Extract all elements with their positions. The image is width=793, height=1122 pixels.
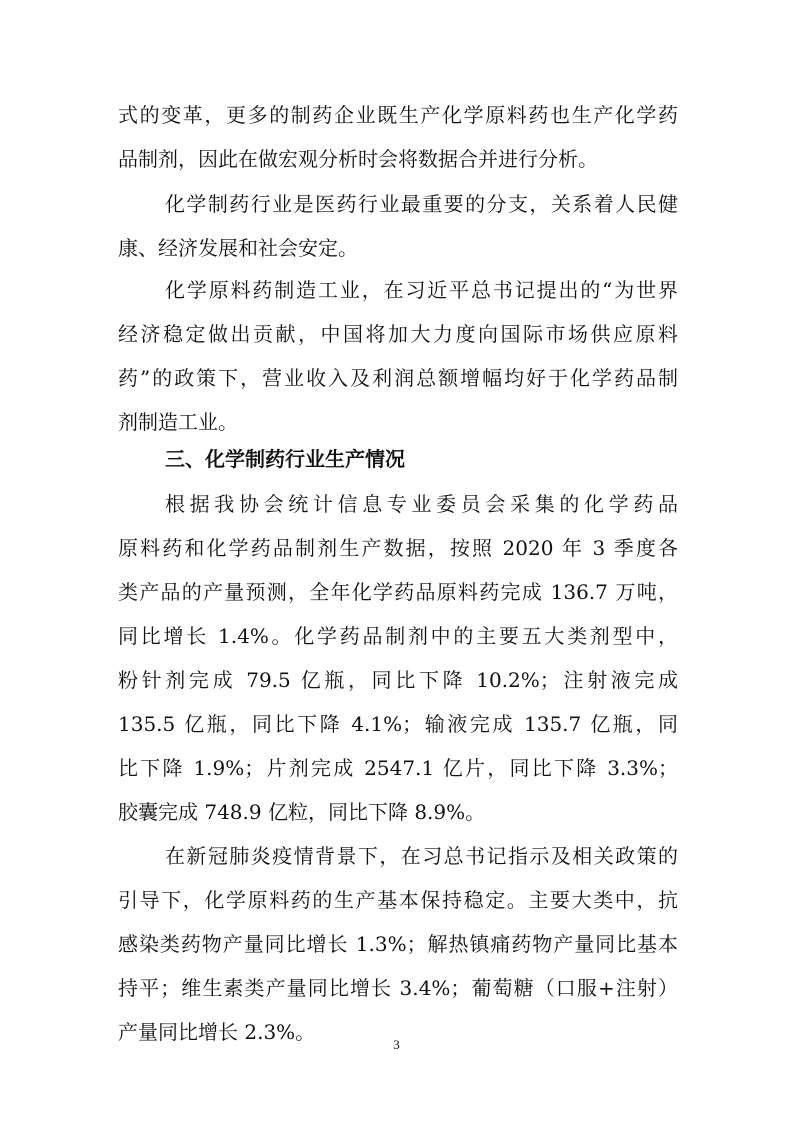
text-line: 比下降 1.9%；片剂完成 2547.1 亿片，同比下降 3.3%；: [118, 756, 678, 780]
text-line: 感染类药物产量同比增长 1.3%；解热镇痛药物产量同比基本: [118, 932, 678, 956]
text-line: 胶囊完成 748.9 亿粒，同比下降 8.9%。: [118, 800, 486, 824]
text-line: 产量同比增长 2.3%。: [118, 1020, 316, 1044]
text-line: 经济稳定做出贡献，中国将加大力度向国际市场供应原料: [118, 322, 678, 346]
text-line: 化学原料药制造工业，在习近平总书记提出的“为世界: [165, 278, 678, 302]
text-line: 在新冠肺炎疫情背景下，在习总书记指示及相关政策的: [165, 844, 678, 868]
text-line: 同比增长 1.4%。化学药品制剂中的主要五大类剂型中，: [118, 624, 678, 648]
page-number: 3: [393, 1037, 400, 1052]
text-line: 式的变革，更多的制药企业既生产化学原料药也生产化学药: [118, 103, 678, 127]
text-line: 引导下，化学原料药的生产基本保持稳定。主要大类中，抗: [118, 888, 678, 912]
text-line: 药”的政策下，营业收入及利润总额增幅均好于化学药品制: [118, 366, 678, 390]
text-line: 化学制药行业是医药行业最重要的分支，关系着人民健: [165, 192, 678, 216]
text-line: 康、经济发展和社会安定。: [118, 236, 358, 260]
text-line: 135.5 亿瓶，同比下降 4.1%；输液完成 135.7 亿瓶，同: [118, 712, 678, 736]
text-line: 根据我协会统计信息专业委员会采集的化学药品: [165, 492, 678, 516]
text-line: 粉针剂完成 79.5 亿瓶，同比下降 10.2%；注射液完成: [118, 668, 678, 692]
text-line: 剂制造工业。: [118, 410, 238, 434]
text-line: 品制剂，因此在做宏观分析时会将数据合并进行分析。: [118, 147, 598, 171]
section-heading: 三、化学制药行业生产情况: [165, 447, 405, 471]
text-line: 类产品的产量预测，全年化学药品原料药完成 136.7 万吨，: [118, 580, 678, 604]
text-line: 持平；维生素类产量同比增长 3.4%；葡萄糖（口服+注射）: [118, 976, 678, 1000]
text-line: 原料药和化学药品制剂生产数据，按照 2020 年 3 季度各: [118, 536, 678, 560]
